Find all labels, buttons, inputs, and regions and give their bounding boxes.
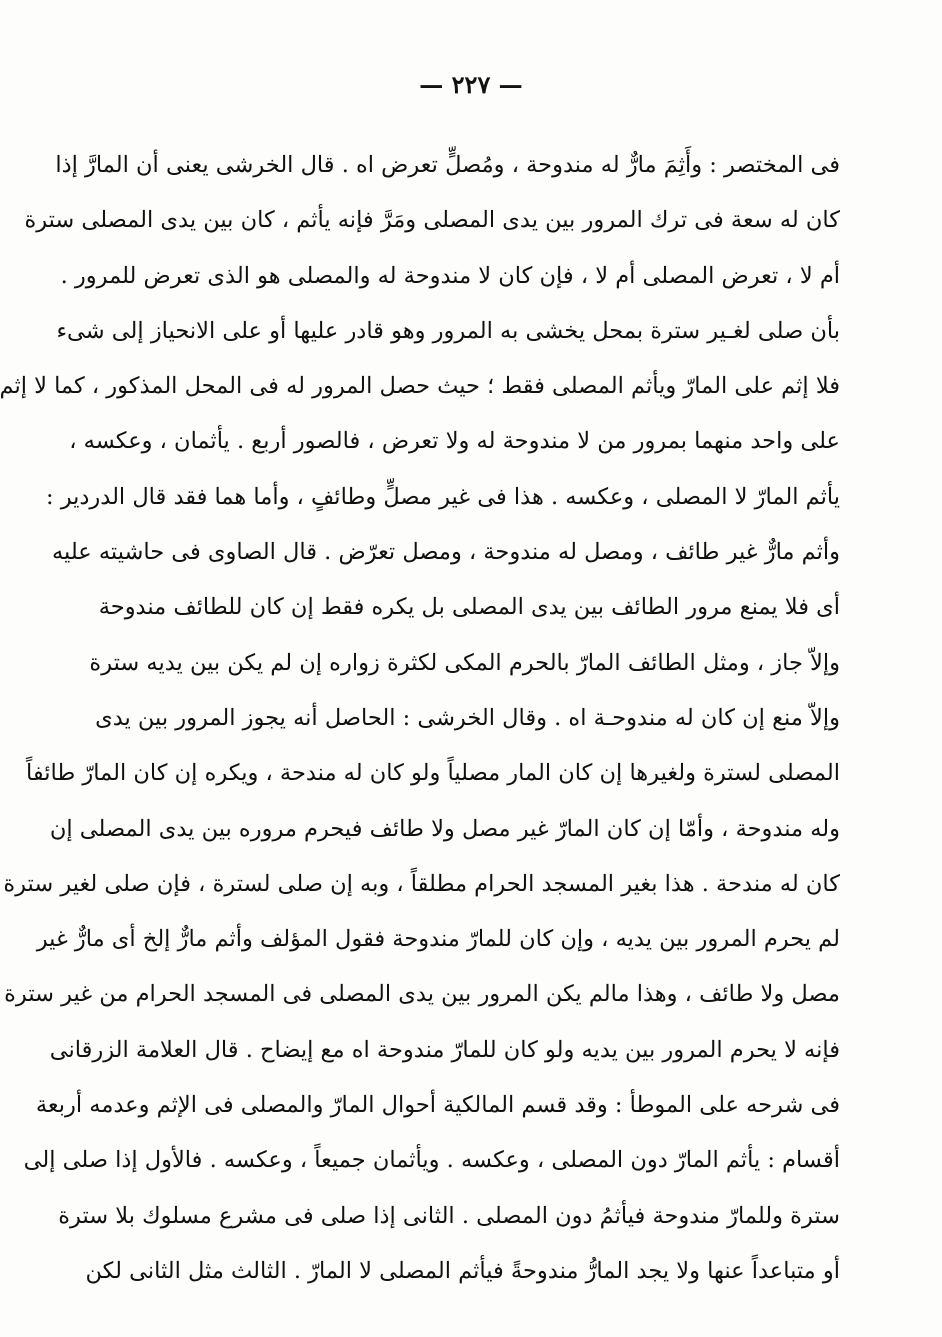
text-line: وإلاّ جاز ، ومثل الطائف المارّ بالحرم المكى لكثرة زواره إن لم يكن بين يديه سترة	[89, 649, 840, 676]
text-line: فى المختصر : وأَثِمَ مارٌّ له مندوحة ، ومُصلٍّ تعرض اه . قال الخرشى يعنى أن المارَّ إذا	[55, 152, 840, 178]
page-number: — ٢٢٧ —	[419, 70, 523, 99]
text-line: يأثم المارّ لا المصلى ، وعكسه . هذا فى غير مصلٍّ وطائفٍ ، وأما هما فقد قال الدردير :	[45, 483, 840, 510]
text-line: فى شرحه على الموطأ : وقد قسم المالكية أحوال المارّ والمصلى فى الإثم وعدمه أربعة	[35, 1092, 840, 1119]
text-line: مصل ولا طائف ، وهذا مالم يكن المرور بين يدى المصلى فى المسجد الحرام من غير سترة	[4, 981, 840, 1008]
text-line: كان له سعة فى ترك المرور بين يدى المصلى ومَرَّ فإنه يأثم ، كان بين يدى المصلى سترة	[24, 207, 840, 234]
text-line: بأن صلى لغـير سترة بمحل يخشى به المرور وهو قادر عليها أو على الانحياز إلى شىء	[56, 317, 840, 344]
text-line: وإلاّ منع إن كان له مندوحـة اه . وقال الخرشى : الحاصل أنه يجوز المرور بين يدى	[95, 704, 840, 731]
text-line: أقسام : يأثم المارّ دون المصلى ، وعكسه . ويأثمان جميعاً ، وعكسه . فالأول إذا صلى إلى	[23, 1147, 840, 1174]
text-line: على واحد منهما بمرور من لا مندوحة له ولا تعرض ، فالصور أربع . يأثمان ، وعكسه ،	[69, 428, 840, 455]
text-line: أو متباعداً عنها ولا يجد المارُّ مندوحةً فيأثم المصلى لا المارّ . الثالث مثل الثانى لكن	[85, 1257, 840, 1284]
text-line: المصلى لسترة ولغيرها إن كان المار مصلياً ولو كان له مندحة ، ويكره إن كان المارّ طائفاً	[26, 760, 840, 787]
text-line: كان له مندحة . هذا بغير المسجد الحرام مطلقاً ، وبه إن صلى لسترة ، فإن صلى لغير سترة	[3, 870, 840, 897]
text-line: فلا إثم على المارّ ويأثم المصلى فقط ؛ حيث حصل المرور له فى المحل المذكور ، كما لا إثم	[0, 373, 840, 400]
text-line: وأثم مارٌّ غير طائف ، ومصل له مندوحة ، ومصل تعرّض . قال الصاوى فى حاشيته عليه	[51, 539, 840, 566]
text-line: سترة وللمارّ مندوحة فيأثمُ دون المصلى . الثانى إذا صلى فى مشرع مسلوك بلا سترة	[58, 1202, 840, 1229]
text-line: وله مندوحة ، وأمّا إن كان المارّ غير مصل ولا طائف فيحرم مروره بين يدى المصلى إن	[49, 815, 840, 842]
text-line: لم يحرم المرور بين يديه ، وإن كان للمارّ مندوحة فقول المؤلف وأثم مارٌّ إلخ أى مارٌّ غير	[36, 926, 840, 953]
body-text	[0, 138, 840, 1299]
text-line: فإنه لا يحرم المرور بين يديه ولو كان للمارّ مندوحة اه مع إيضاح . قال العلامة الزرقانى	[49, 1036, 840, 1063]
text-line: أم لا ، تعرض المصلى أم لا ، فإن كان لا مندوحة له والمصلى هو الذى تعرض للمرور .	[60, 262, 840, 289]
text-line: أى فلا يمنع مرور الطائف بين يدى المصلى بل يكره فقط إن كان للطائف مندوحة	[98, 594, 840, 621]
